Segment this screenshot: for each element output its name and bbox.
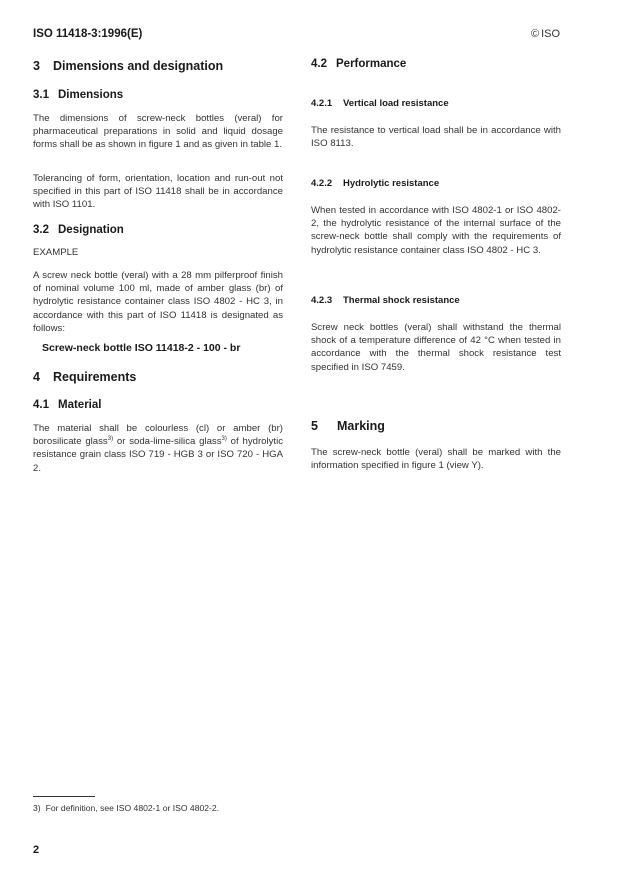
thermal-shock-paragraph: Screw neck bottles (veral) shall withstand the thermal shock of a temperature difference of 42 °C when tested in accordance with the thermal shock resistance test specified in ISO 7459. (311, 322, 561, 373)
section-5-heading: 5 Marking (311, 419, 385, 433)
marking-paragraph: The screw-neck bottle (veral) shall be marked with the information specified in figure 1 (view Y). (311, 447, 561, 472)
document-standard-id: ISO 11418-3:1996(E) (33, 28, 143, 40)
footnote-rule (33, 796, 95, 797)
footnote-text: For definition, see ISO 4802-1 or ISO 4802-2. (45, 803, 220, 813)
page-number: 2 (33, 844, 40, 856)
section-4-2-3-heading: 4.2.3 Thermal shock resistance (311, 295, 460, 306)
designation-string: Screw-neck bottle ISO 11418-2 - 100 - br (42, 342, 241, 354)
example-label: EXAMPLE (33, 247, 79, 258)
section-4-2-2-heading: 4.2.2 Hydrolytic resistance (311, 178, 440, 189)
footnote (33, 803, 219, 813)
designation-example-paragraph: A screw neck bottle (veral) with a 28 mm pilferproof finish of nominal volume 100 ml, made of amber glass (br) of hydrolytic resistance container class ISO 4802 - HC 3, in accordance with this part of ISO 11418 is designated as follows: (33, 270, 283, 334)
section-3-1-heading: 3.1 Dimensions (33, 89, 124, 101)
footnote-marker: 3) (33, 803, 41, 813)
section-3-2-heading: 3.2 Designation (33, 224, 124, 236)
tolerancing-paragraph: Tolerancing of form, orientation, location and run-out not specified in this part of ISO 11418 shall be in accordance with ISO 1101. (33, 173, 283, 211)
vertical-load-paragraph: The resistance to vertical load shall be in accordance with ISO 8113. (311, 125, 561, 150)
footnote-ref: 3) (221, 436, 227, 443)
copyright-symbol: © (531, 28, 540, 40)
copyright-notice (531, 28, 560, 40)
section-4-2-1-heading: 4.2.1 Vertical load resistance (311, 98, 449, 109)
hydrolytic-resistance-paragraph: When tested in accordance with ISO 4802-1 or ISO 4802-2, the hydrolytic resistance of the internal surface of the screw-neck bottle shall comply with the requirements of hydrolytic resistance container class ISO 4802 - HC 3. (311, 205, 561, 256)
footnote-ref: 3) (107, 436, 114, 443)
section-3-heading: 3 Dimensions and designation (33, 59, 224, 73)
dimensions-paragraph: The dimensions of screw-neck bottles (veral) for pharmaceutical preparations in solid and liquid dosage forms shall be as shown in figure 1 and as given in table 1. (33, 113, 283, 151)
section-4-1-heading: 4.1 Material (33, 399, 102, 411)
material-paragraph: The material shall be colourless (cl) or amber (br) borosilicate glass$^{3)}$ or soda-lime-silica glass$^{3)}$ of hydrolytic resistance grain class ISO 719 - HGB 3 or ISO 720 - HGA 2. (33, 423, 284, 474)
copyright-org: ISO (541, 28, 561, 40)
section-4-2-heading: 4.2 Performance (311, 58, 407, 70)
section-4-heading: 4 Requirements (33, 370, 137, 384)
